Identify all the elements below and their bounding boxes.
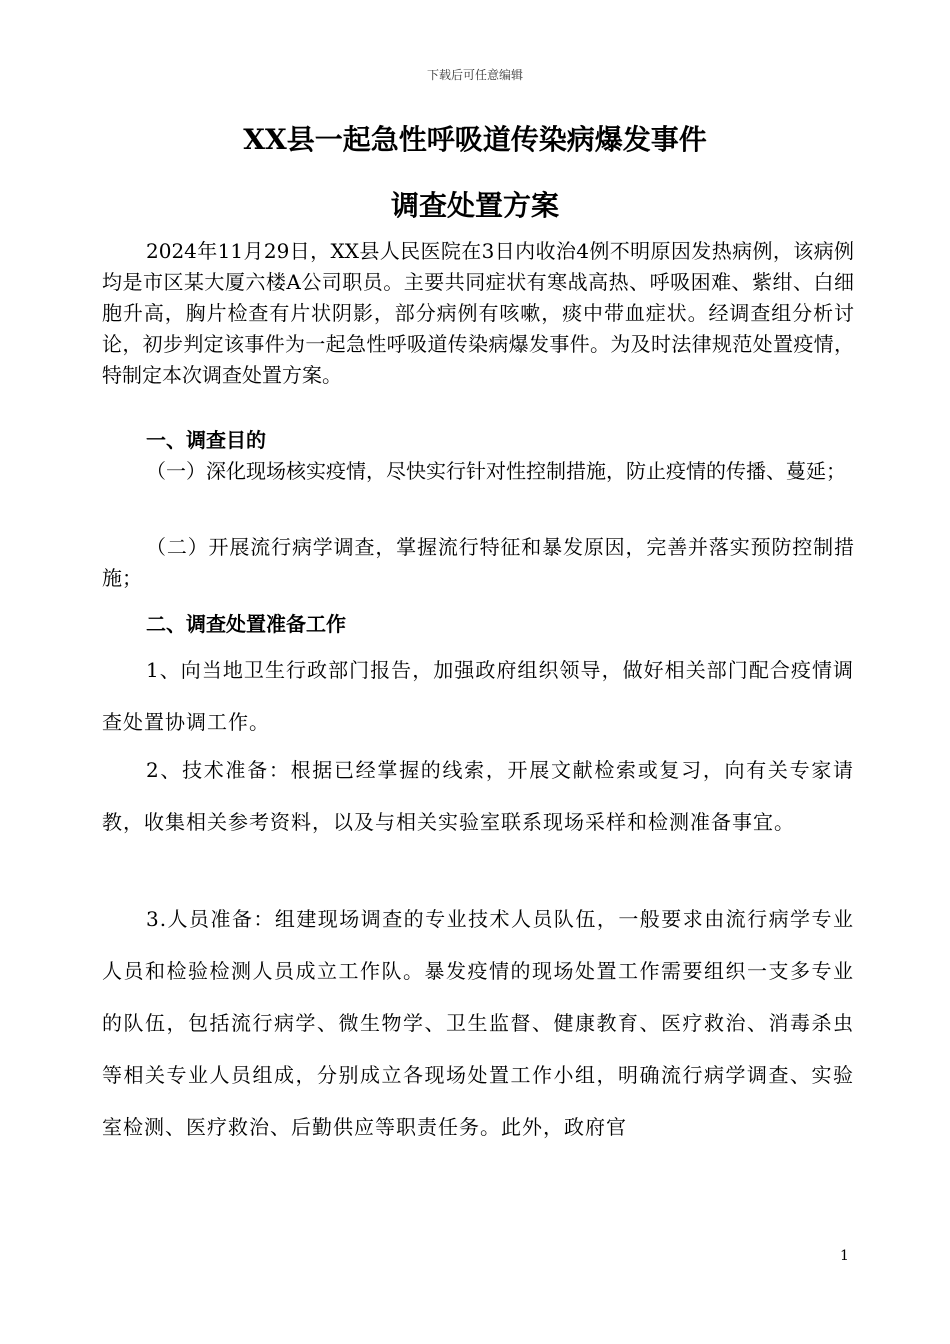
preparation-paragraph-2: 2、技术准备：根据已经掌握的线索，开展文献检索或复习，向有关专家请教，收集相关参考资料，以及与相关实验室联系现场采样和检测准备事宜。 xyxy=(102,758,854,834)
purpose-item-1: （一）深化现场核实疫情，尽快实行针对性控制措施，防止疫情的传播、蔓延； xyxy=(146,459,846,483)
preparation-paragraph-3: 3.人员准备：组建现场调查的专业技术人员队伍，一般要求由流行病学专业人员和检验检测人员成立工作队。暴发疫情的现场处置工作需要组织一支多专业的队伍，包括流行病学、微生物学、卫生监督、健康教育、医疗救治、消毒杀虫等相关专业人员组成，分别成立各现场处置工作小组，明确流行病学调查、实验室检测、医疗救治、后勤供应等职责任务。此外，政府官 xyxy=(102,907,854,1139)
page-number: 1 xyxy=(840,1248,849,1264)
purpose-item-2: （二）开展流行病学调查，掌握流行特征和暴发原因，完善并落实预防控制措施； xyxy=(102,535,854,590)
preparation-paragraph-1: 1、向当地卫生行政部门报告，加强政府组织领导，做好相关部门配合疫情调查处置协调工作。 xyxy=(102,658,854,734)
document-subtitle: 调查处置方案 xyxy=(390,189,559,222)
header-note: 下载后可任意编辑 xyxy=(426,68,523,82)
section-heading-preparation: 二、调查处置准备工作 xyxy=(146,612,346,636)
intro-paragraph: 2024年11月29日，XX县人民医院在3日内收治4例不明原因发热病例，该病例均是市区某大厦六楼A公司职员。主要共同症状有寒战高热、呼吸困难、紫绀、白细胞升高，胸片检查有片状阴影，部分病例有咳嗽，痰中带血症状。经调查组分析讨论，初步判定该事件为一起急性呼吸道传染病爆发事件。为及时法律规范处置疫情，特制定本次调查处置方案。 xyxy=(102,239,854,387)
document-title: XX县一起急性呼吸道传染病爆发事件 xyxy=(243,123,707,156)
section-heading-purpose: 一、调查目的 xyxy=(146,428,266,452)
